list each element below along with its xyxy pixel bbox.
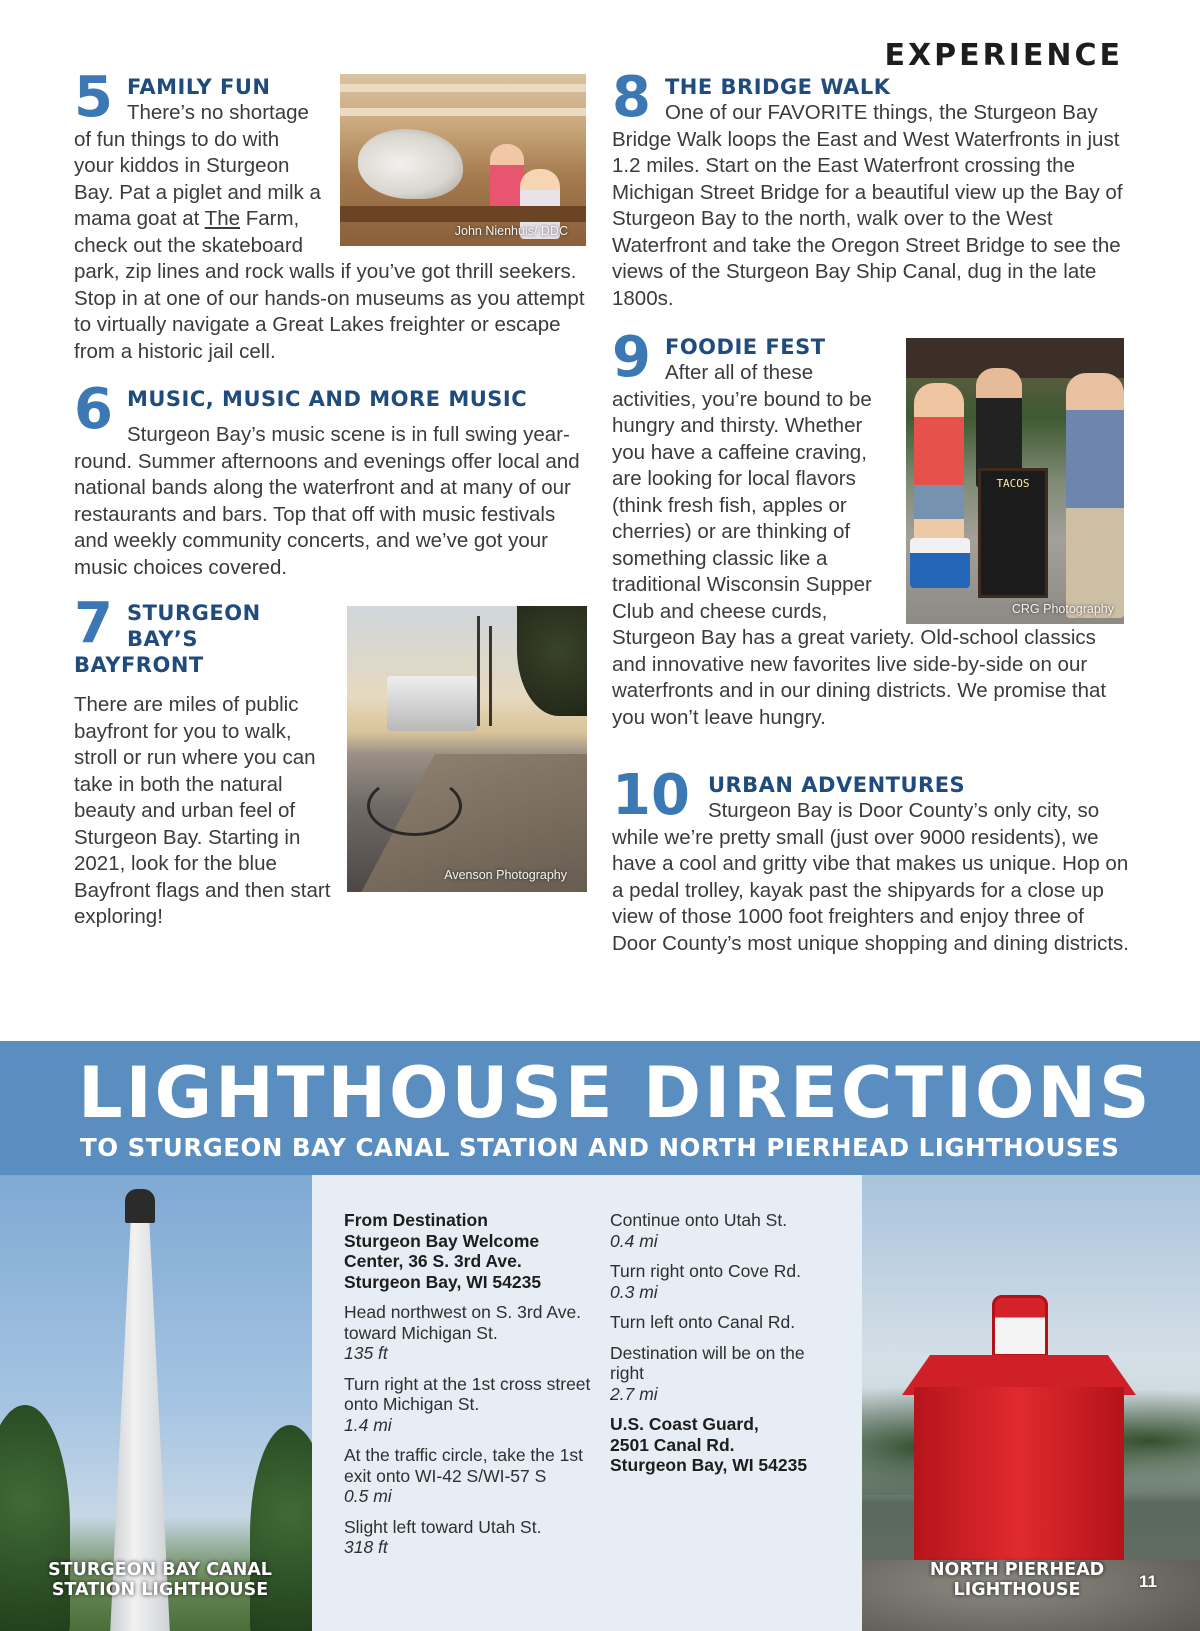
lighthouse-lantern-image <box>992 1295 1048 1357</box>
banner-title: LIGHTHOUSE DIRECTIONS <box>78 1052 1153 1134</box>
foodie-fest-photo <box>906 338 1124 624</box>
direction-step: Turn right onto Cove Rd. 0.3 mi <box>610 1261 801 1302</box>
destination-address: U.S. Coast Guard, 2501 Canal Rd. Sturgeon Bay, WI 54235 <box>610 1414 808 1475</box>
north-pierhead-lighthouse-photo <box>862 1175 1200 1631</box>
direction-step: Destination will be on the right 2.7 mi <box>610 1342 805 1404</box>
direction-step: Head northwest on S. 3rd Ave. toward Michigan St. 135 ft <box>344 1302 582 1363</box>
north-pierhead-label: NORTH PIERHEAD LIGHTHOUSE <box>929 1560 1105 1600</box>
banner-subtitle: TO STURGEON BAY CANAL STATION AND NORTH PIERHEAD LIGHTHOUSES <box>80 1133 1120 1162</box>
item-bayfront <box>74 591 334 931</box>
item-heading: URBAN ADVENTURES <box>707 773 966 797</box>
item-text: Sturgeon Bay is Door County’s only city, so while we’re pretty small (just over 9000 residents), we have a cool and gritty vibe that makes us unique. Hop on a pedal trolley, kayak past the shipyards for a close up view of those 1000 foot freighters and enjoy three of Door County’s most unique shopping and dining districts. <box>612 799 1129 955</box>
photo-credit: Avenson Photography <box>444 868 567 882</box>
photo-credit: CRG Photography <box>1011 602 1114 616</box>
item-heading: STURGEON BAY’S <box>126 601 261 651</box>
item-music <box>74 377 594 581</box>
direction-step: Slight left toward Utah St. 318 ft <box>344 1516 542 1557</box>
bicycle-image <box>367 776 462 836</box>
goat-image <box>358 129 463 199</box>
item-heading: THE BRIDGE WALK <box>664 75 891 99</box>
item-heading: MUSIC, MUSIC AND MORE MUSIC <box>126 387 528 411</box>
item-bridge-walk <box>612 65 1132 312</box>
item-heading-line2: BAYFRONT <box>74 653 204 677</box>
item-number: 7 <box>74 591 113 656</box>
item-urban-adventures <box>612 763 1132 957</box>
section-tag: EXPERIENCE <box>884 38 1123 73</box>
canal-station-lighthouse-photo <box>0 1175 312 1631</box>
directions-left-column <box>344 1210 602 1558</box>
the-farm-link[interactable]: The <box>204 207 240 230</box>
direction-step: Turn right at the 1st cross street onto Michigan St. 1.4 mi <box>344 1373 591 1435</box>
item-heading: FAMILY FUN <box>126 75 271 99</box>
item-text: After all of these activities, you’re bound to be hungry and thirsty. Whether you have a caffeine craving, are looking for local flavors (think fresh fish, apples or cherries) or are thinking of something classic like a traditional Wisconsin Supper Club and cheese curds, Sturgeon Bay has a great variety. Old-school classics and innovative new favorites live side-by-side on our waterfronts and in our dining districts. We promise that you won’t leave hungry. <box>612 361 1107 729</box>
item-text: There are miles of public bayfront for you to walk, stroll or run where you can take in both the natural beauty and urban feel of Sturgeon Bay. Starting in 2021, look for the blue Bayfront flags and then start exploring! <box>74 693 331 928</box>
lighthouse-banner <box>0 1041 1200 1175</box>
bayfront-photo <box>347 606 587 892</box>
directions-panel <box>312 1175 862 1631</box>
direction-step: Continue onto Utah St. 0.4 mi <box>610 1210 788 1251</box>
family-fun-photo <box>340 74 586 246</box>
item-number: 10 <box>612 763 690 828</box>
item-heading: FOODIE FEST <box>664 335 826 359</box>
directions-right-column <box>610 1210 825 1476</box>
canal-station-label: STURGEON BAY CANAL STATION LIGHTHOUSE <box>48 1560 272 1600</box>
item-number: 9 <box>612 325 651 390</box>
origin-address: From Destination Sturgeon Bay Welcome Center, 36 S. 3rd Ave. Sturgeon Bay, WI 54235 <box>344 1210 542 1292</box>
item-text: There’s no shortage of fun things to do with your kiddos in Sturgeon Bay. Pat a piglet and milk a mama goat at The Farm, check out the skateboard park, zip lines and rock walls if you’ve got thrill seekers. Stop in at one of our hands-on museums as you attempt to virtually navigate a Great Lakes freighter or escape from a historic jail cell. <box>74 101 585 363</box>
direction-step: Turn left onto Canal Rd. <box>610 1312 796 1332</box>
direction-step: At the traffic circle, take the 1st exit onto WI-42 S/WI-57 S 0.5 mi <box>344 1445 583 1506</box>
item-number: 8 <box>612 65 651 130</box>
tacos-sign: TACOS <box>978 468 1048 598</box>
item-text: Sturgeon Bay’s music scene is in full swing year-round. Summer afternoons and evenings offer local and national bands along the waterfront and at many of our restaurants and bars. Top that off with music festivals and weekly community concerts, and we’ve got your music choices covered. <box>74 423 580 579</box>
red-lighthouse-image <box>914 1387 1124 1562</box>
item-text: One of our FAVORITE things, the Sturgeon Bay Bridge Walk loops the East and West Waterfronts in just 1.2 miles. Start on the East Waterfront crossing the Michigan Street Bridge for a beautiful view up the Bay of Sturgeon Bay to the north, walk over to the West Waterfront and take the Oregon Street Bridge to see the views of the Sturgeon Bay Ship Canal, dug in the late 1800s. <box>612 101 1123 310</box>
item-number: 5 <box>74 65 113 130</box>
photo-credit: John Nienhuis/ DDC <box>454 224 568 238</box>
page-number: 11 <box>1139 1572 1157 1591</box>
item-number: 6 <box>74 377 113 442</box>
